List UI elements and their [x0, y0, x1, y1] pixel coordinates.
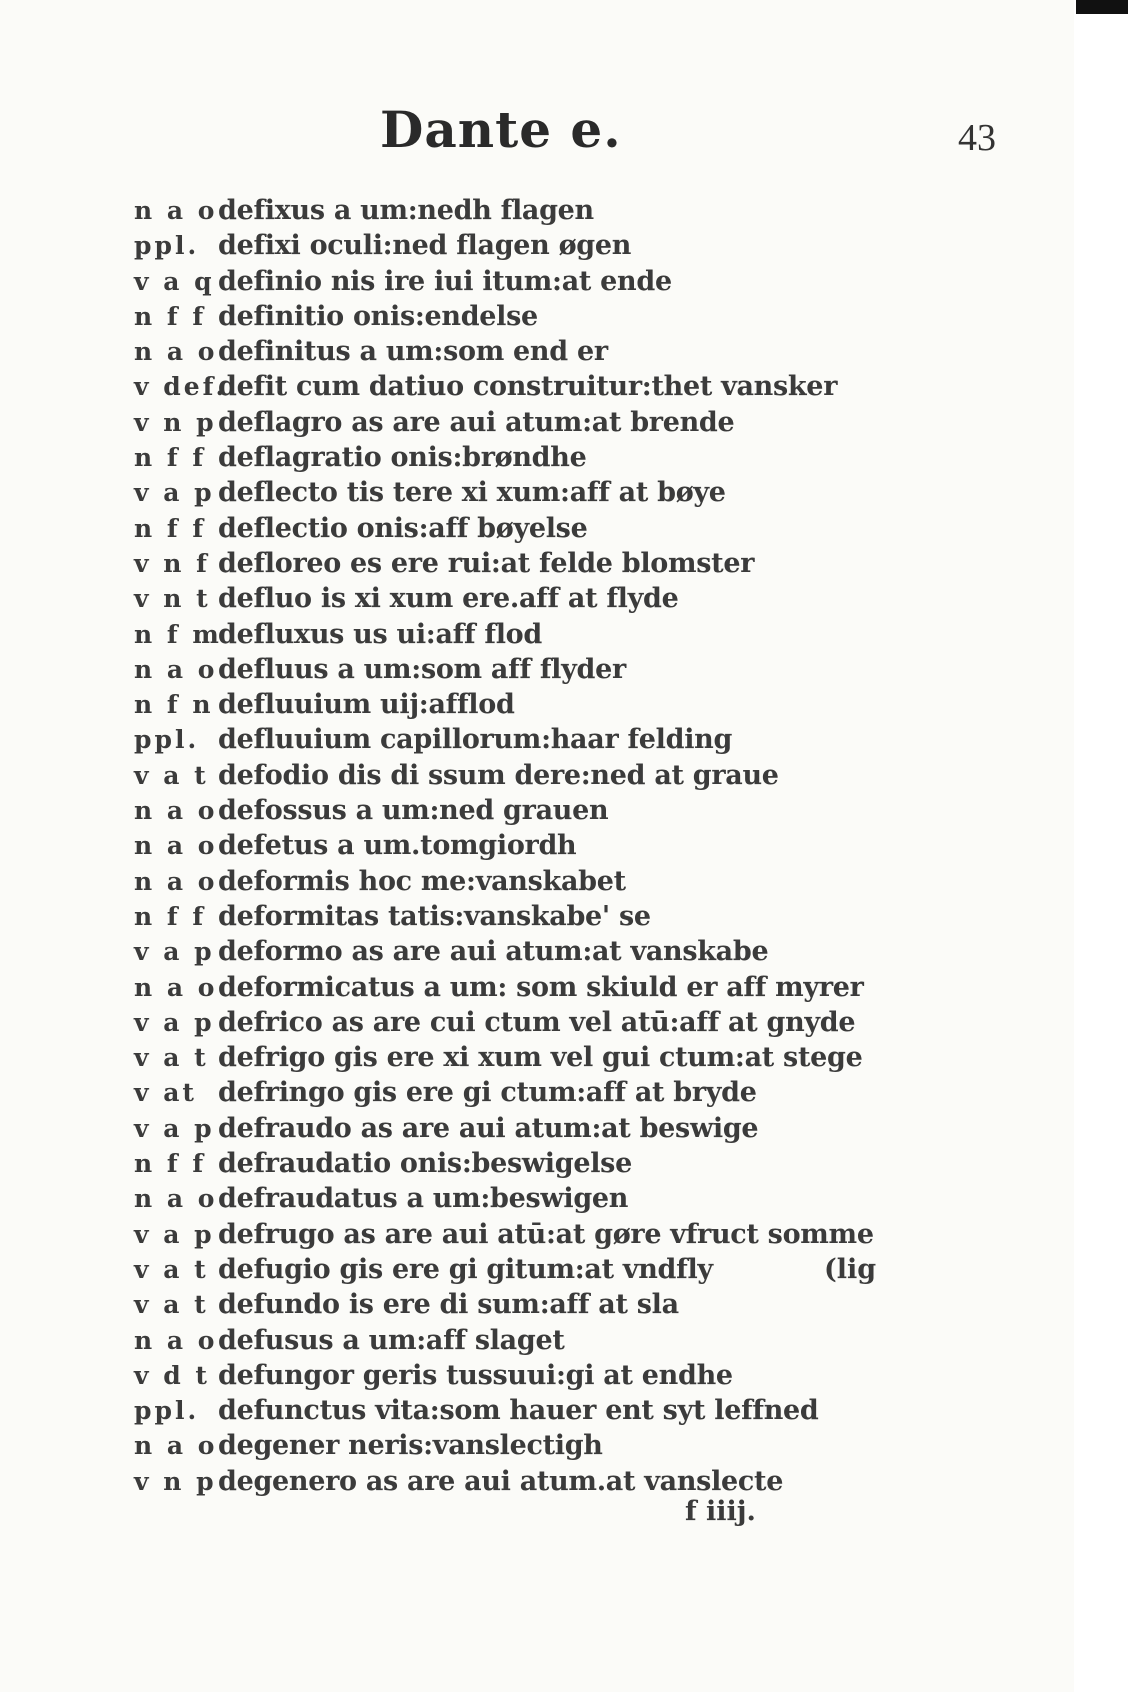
scan-edge-mark: [1076, 0, 1128, 14]
entry-text: defungor geris tussuui:gi at endhe: [218, 1359, 733, 1391]
signature-mark: f iiij.: [685, 1496, 756, 1527]
grammar-code: v a t: [134, 760, 209, 790]
entry-text: defodio dis di ssum dere:ned at graue: [218, 759, 779, 791]
dictionary-entry: [134, 193, 934, 228]
grammar-code: n f n: [134, 690, 214, 720]
entry-text: defraudatio onis:beswigelse: [218, 1148, 632, 1180]
grammar-code: n a o: [134, 796, 218, 826]
dictionary-entry: [134, 1217, 934, 1252]
entry-text: deformitas tatis:vanskabe' se: [218, 900, 651, 932]
dictionary-entry: [134, 1075, 934, 1110]
dictionary-entry: [134, 864, 934, 899]
entry-text: defusus a um:aff slaget: [218, 1324, 565, 1356]
entry-text: deflagratio onis:brøndhe: [218, 442, 587, 474]
dictionary-entry: [134, 899, 934, 934]
grammar-code: n f m: [134, 619, 222, 649]
dictionary-entry: [134, 1181, 934, 1216]
dictionary-entry: [134, 1287, 934, 1322]
dictionary-entry: [134, 1111, 934, 1146]
grammar-code: n a o: [134, 866, 218, 896]
dictionary-entry: [134, 228, 934, 263]
grammar-code: v n p: [134, 1466, 217, 1496]
dictionary-entry: [134, 828, 934, 863]
grammar-code: n f f: [134, 301, 207, 331]
dictionary-entries: [134, 193, 934, 1499]
grammar-code: v a p: [134, 1007, 215, 1037]
dictionary-entry: [134, 1323, 934, 1358]
entry-text: defunctus vita:som hauer ent syt leffned: [218, 1395, 819, 1427]
grammar-code: v at: [134, 1078, 197, 1108]
entry-text: defrugo as are aui atū:at gøre vfruct somme: [218, 1218, 874, 1250]
entry-text: deflagro as are aui atum:at brende: [218, 406, 735, 438]
dictionary-entry: [134, 581, 934, 616]
grammar-code: ppl.: [134, 1396, 200, 1426]
scan-margin: [1074, 0, 1128, 1692]
dictionary-entry: [134, 405, 934, 440]
entry-text: definitus a um:som end er: [218, 336, 608, 368]
grammar-code: n a o: [134, 196, 218, 225]
dictionary-entry: [134, 617, 934, 652]
entry-text: defluus a um:som aff flyder: [218, 653, 626, 685]
entry-text: defit cum datiuo construitur:thet vansker: [218, 371, 838, 403]
grammar-code: n a o: [134, 337, 218, 367]
page-number: 43: [958, 117, 996, 159]
entry-text: defrico as are cui ctum vel atū:aff at gnyde: [218, 1006, 856, 1038]
entry-text: deformicatus a um: som skiuld er aff myrer: [218, 971, 864, 1003]
grammar-code: v n f: [134, 548, 210, 578]
entry-text: deflecto tis tere xi xum:aff at bøye: [218, 477, 726, 509]
grammar-code: n a o: [134, 1325, 218, 1355]
dictionary-entry: [134, 440, 934, 475]
grammar-code: n f f: [134, 901, 207, 931]
grammar-code: n f f: [134, 443, 207, 473]
entry-text: defraudo as are aui atum:at beswige: [218, 1112, 759, 1144]
grammar-code: v a p: [134, 937, 215, 967]
dictionary-entry: [134, 1464, 934, 1499]
grammar-code: n a o: [134, 654, 218, 684]
grammar-code: v a p: [134, 1219, 215, 1249]
dictionary-entry: [134, 970, 934, 1005]
dictionary-entry: [134, 511, 934, 546]
grammar-code: v a q: [134, 266, 215, 296]
entry-text: defixi oculi:ned flagen øgen: [218, 230, 632, 262]
entry-text: definio nis ire iui itum:at ende: [218, 265, 672, 297]
dictionary-entry: [134, 1040, 934, 1075]
dictionary-entry: [134, 1252, 934, 1287]
grammar-code: v a p: [134, 478, 215, 508]
dictionary-entry: [134, 722, 934, 757]
grammar-code: v a p: [134, 1113, 215, 1143]
entry-text: defrigo gis ere xi xum vel gui ctum:at stege: [218, 1042, 863, 1074]
dictionary-entry: [134, 334, 934, 369]
grammar-code: v a t: [134, 1290, 209, 1320]
grammar-code: n f f: [134, 1149, 207, 1179]
entry-text: defluuium capillorum:haar felding: [218, 724, 733, 756]
dictionary-entry: [134, 546, 934, 581]
grammar-code: v a t: [134, 1254, 209, 1284]
entry-text: defraudatus a um:beswigen: [218, 1183, 629, 1215]
entry-text: defluxus us ui:aff flod: [218, 618, 542, 650]
entry-text: deflectio onis:aff bøyelse: [218, 512, 588, 544]
grammar-code: n a o: [134, 1184, 218, 1214]
line-continuation: (lig: [824, 1253, 877, 1285]
grammar-code: v a t: [134, 1043, 209, 1073]
grammar-code: n a o: [134, 1431, 218, 1461]
entry-text: defringo gis ere gi ctum:aff at bryde: [218, 1077, 757, 1109]
dictionary-entry: [134, 1146, 934, 1181]
entry-text: defugio gis ere gi gitum:at vndfly: [218, 1253, 713, 1285]
dictionary-entry: [134, 1428, 934, 1463]
dictionary-entry: [134, 369, 934, 404]
entry-text: deformis hoc me:vanskabet: [218, 865, 626, 897]
grammar-code: n a o: [134, 831, 218, 861]
grammar-code: n f f: [134, 513, 207, 543]
grammar-code: n a o: [134, 972, 218, 1002]
grammar-code: v def.: [134, 372, 228, 402]
entry-text: degener neris:vanslectigh: [218, 1430, 603, 1462]
entry-text: defixus a um:nedh flagen: [218, 195, 594, 226]
dictionary-entry: [134, 299, 934, 334]
dictionary-entry: [134, 264, 934, 299]
entry-text: defetus a um.tomgiordh: [218, 830, 577, 862]
grammar-code: v n p: [134, 407, 217, 437]
dictionary-entry: [134, 1005, 934, 1040]
dictionary-entry: [134, 934, 934, 969]
dictionary-entry: [134, 687, 934, 722]
dictionary-entry: [134, 793, 934, 828]
entry-text: defundo is ere di sum:aff at sla: [218, 1289, 679, 1321]
entry-text: degenero as are aui atum.at vanslecte: [218, 1465, 784, 1497]
dictionary-entry: [134, 652, 934, 687]
entry-text: defloreo es ere rui:at felde blomster: [218, 547, 755, 579]
grammar-code: v d t: [134, 1360, 210, 1390]
running-head: Dante e.: [380, 100, 622, 159]
grammar-code: v n t: [134, 584, 211, 614]
entry-text: deformo as are aui atum:at vanskabe: [218, 936, 769, 968]
dictionary-entry: [134, 475, 934, 510]
dictionary-entry: [134, 1393, 934, 1428]
dictionary-entry: [134, 1358, 934, 1393]
grammar-code: ppl.: [134, 725, 200, 755]
entry-text: definitio onis:endelse: [218, 300, 538, 332]
entry-text: defluo is xi xum ere.aff at flyde: [218, 583, 679, 615]
entry-text: defluuium uij:afflod: [218, 689, 515, 721]
grammar-code: ppl.: [134, 231, 200, 261]
entry-text: defossus a um:ned grauen: [218, 795, 609, 827]
dictionary-entry: [134, 758, 934, 793]
